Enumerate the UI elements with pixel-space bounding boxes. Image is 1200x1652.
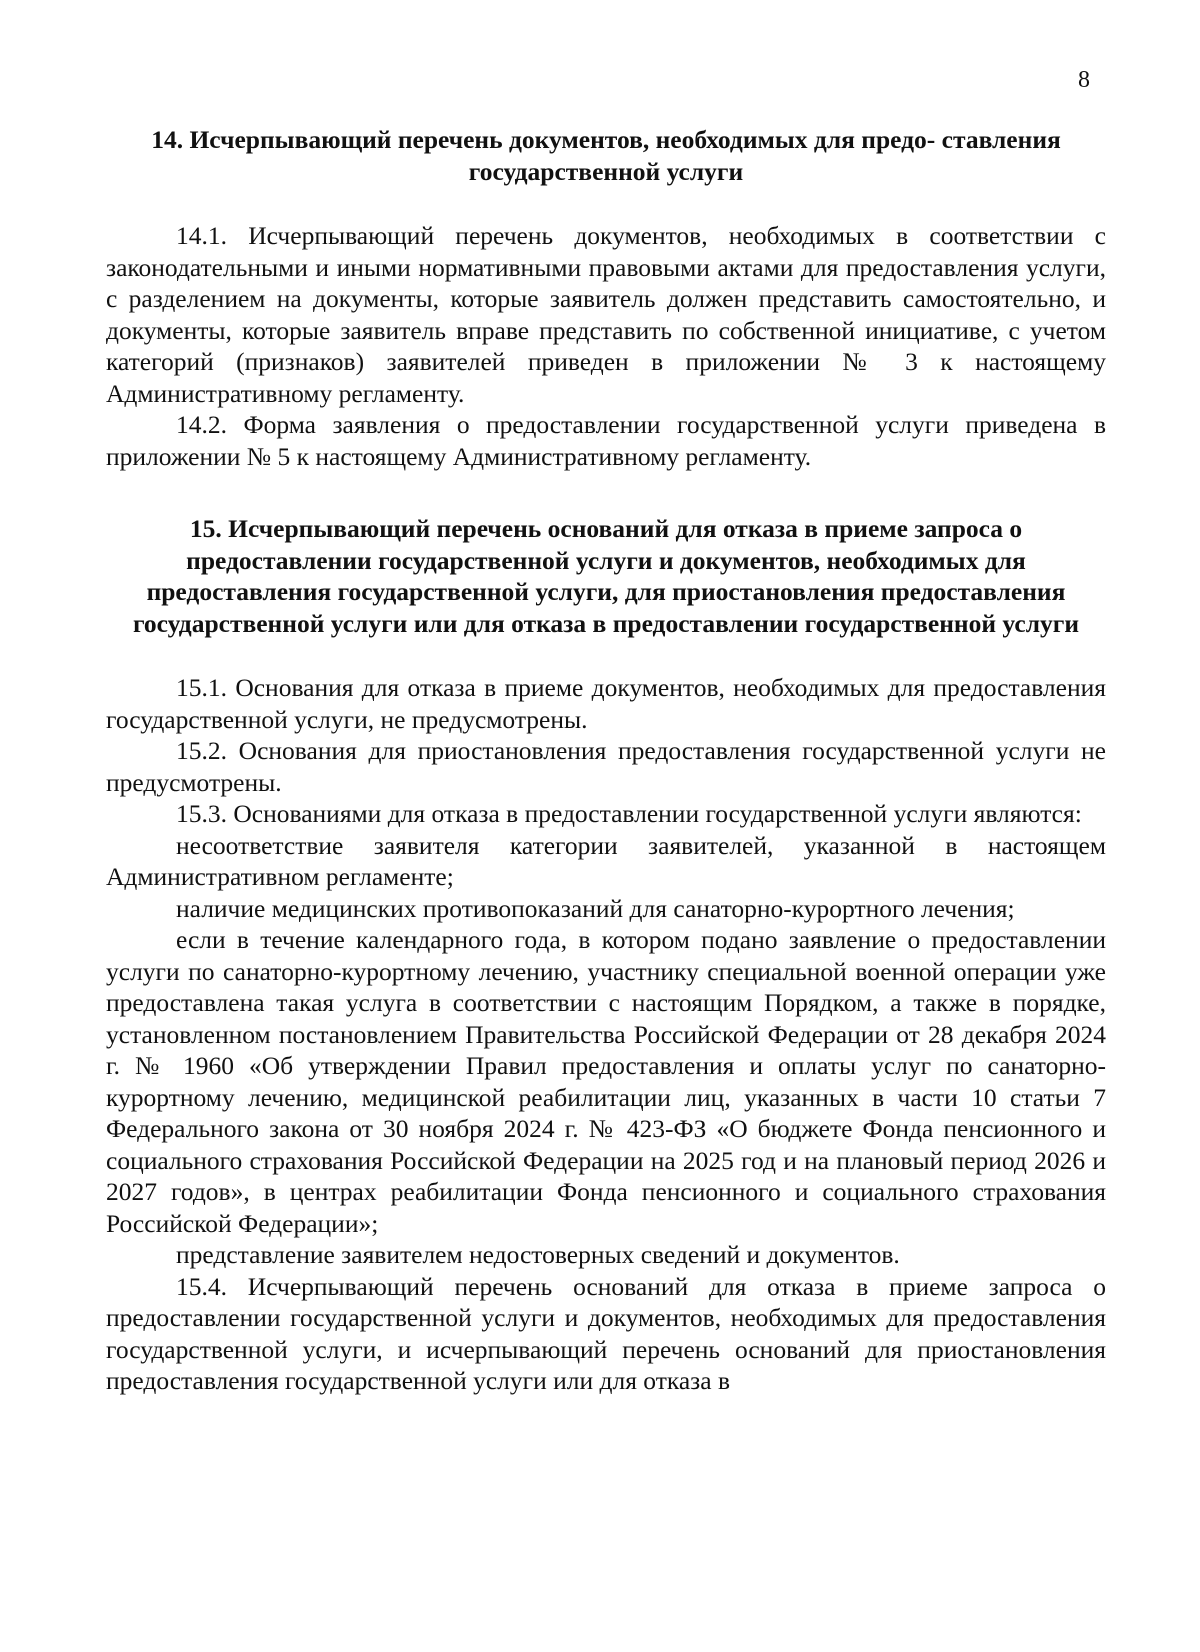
paragraph-15-1: 15.1. Основания для отказа в приеме документов, необходимых для предоставления государственной услуги, не предусмотрены. <box>106 673 1106 734</box>
paragraph-15-3: 15.3. Основаниями для отказа в предоставлении государственной услуги являются: <box>176 799 1082 828</box>
refusal-ground-item: представление заявителем недостоверных сведений и документов. <box>176 1240 900 1269</box>
section-15-heading: 15. Исчерпывающий перечень оснований для отказа в приеме запроса о предоставлении государственной услуги и документов, необходимых для предоставления государственной услуги, для приостановления предоставления государственной услуги или для отказа в предоставлении государственной услуги <box>132 514 1080 638</box>
section-14-heading: 14. Исчерпывающий перечень документов, необходимых для предо- ставления государственной услуги <box>151 125 1061 186</box>
paragraph-15-4: 15.4. Исчерпывающий перечень оснований для отказа в приеме запроса о предоставлении государственной услуги и документов, необходимых для предоставления государственной услуги, и исчерпывающий перечень оснований для приостановления предоставления государственной услуги или для отказа в <box>106 1271 1106 1395</box>
refusal-ground-item: если в течение календарного года, в котором подано заявление о предоставлении услуги по санаторно-курортному лечению, участнику специальной военной операции уже предоставлена такая услуга в соответствии с настоящим Порядком, а также в порядке, установленном постановлением Правительства Российской Федерации от 28 декабря 2024 г. № 1960 «Об утверждении Правил предоставления и оплаты услуг по санаторно-курортному лечению, медицинской реабилитации лиц, указанных в части 10 статьи 7 Федерального закона от 30 ноября 2024 г. № 423-ФЗ «О бюджете Фонда пенсионного и социального страхования Российской Федерации на 2025 год и на плановый период 2026 и 2027 годов», в центрах реабилитации Фонда пенсионного и социального страхования Российской Федерации»; <box>106 925 1106 1238</box>
paragraph-14-1: 14.1. Исчерпывающий перечень документов, необходимых в соответствии с законодательными и иными нормативными правовыми актами для предоставления услуги, с разделением на документы, которые заявитель должен представить самостоятельно, и документы, которые заявитель вправе представить по собственной инициативе, с учетом категорий (признаков) заявителей приведен в приложении № 3 к настоящему Административному регламенту. <box>106 221 1106 408</box>
refusal-ground-item: наличие медицинских противопоказаний для санаторно-курортного лечения; <box>176 893 1015 923</box>
page-number: 8 <box>1078 67 1090 93</box>
paragraph-15-2: 15.2. Основания для приостановления предоставления государственной услуги не предусмотрены. <box>106 736 1106 797</box>
paragraph-14-2: 14.2. Форма заявления о предоставлении государственной услуги приведена в приложении № 5 к настоящему Административному регламенту. <box>106 410 1106 471</box>
refusal-ground-item: несоответствие заявителя категории заявителей, указанной в настоящем Административном регламенте; <box>106 830 1106 891</box>
document-body <box>106 124 1106 1397</box>
